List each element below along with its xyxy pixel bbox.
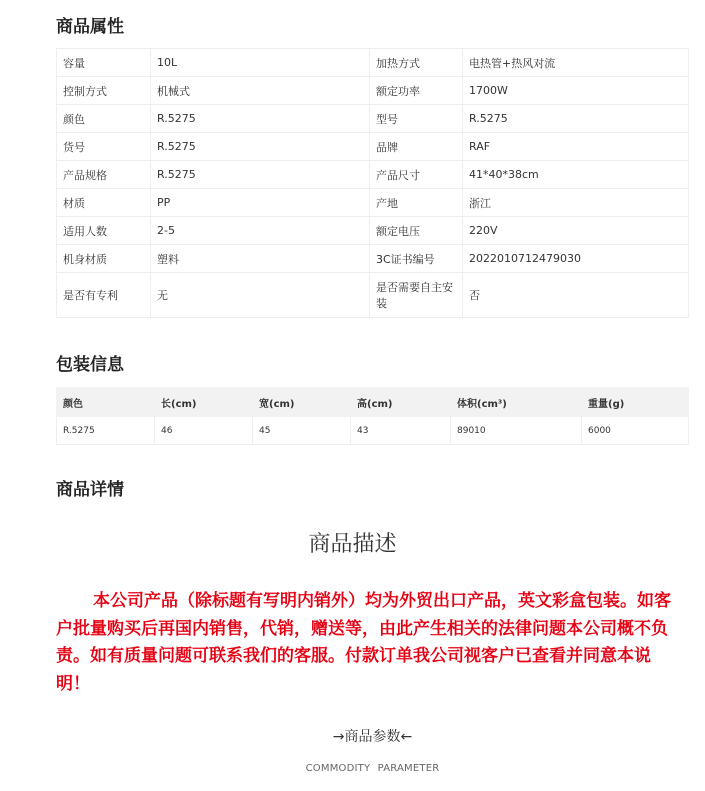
packaging-header-color: 颜色	[57, 388, 155, 417]
table-row	[57, 417, 689, 445]
attribute-key: 是否有专利	[57, 273, 151, 318]
export-notice: 本公司产品（除标题有写明内销外）均为外贸出口产品，英文彩盒包装。如客户批量购买后再国内销售，代销，赠送等，由此产生相关的法律问题本公司概不负责。如有质量问题可联系我们的客服。付款订单我公司视客户已查看并同意本说明！	[56, 591, 671, 694]
packaging-weight-value: 6000	[582, 417, 689, 445]
attribute-value: RAF	[463, 133, 689, 161]
attribute-value: 浙江	[463, 189, 689, 217]
attribute-key: 机身材质	[57, 245, 151, 273]
packaging-header-row	[57, 388, 689, 417]
table-row	[57, 217, 689, 245]
attribute-value: 电热管+热风对流	[463, 49, 689, 77]
table-row	[57, 133, 689, 161]
attribute-key: 控制方式	[57, 77, 151, 105]
packaging-table	[56, 387, 689, 445]
attribute-key: 产品尺寸	[370, 161, 463, 189]
table-row	[57, 245, 689, 273]
attribute-key: 适用人数	[57, 217, 151, 245]
attribute-value: 1700W	[463, 77, 689, 105]
packaging-height-value: 43	[351, 417, 451, 445]
attribute-key: 型号	[370, 105, 463, 133]
packaging-header-length: 长(cm)	[155, 388, 253, 417]
packaging-header-width: 宽(cm)	[253, 388, 351, 417]
details-title: 商品详情	[56, 480, 124, 500]
attribute-value: 否	[463, 273, 689, 318]
packaging-color-value: R.5275	[57, 417, 155, 445]
packaging-title: 包装信息	[56, 355, 124, 375]
attribute-value: 41*40*38cm	[463, 161, 689, 189]
table-row	[57, 273, 689, 318]
attribute-key: 额定功率	[370, 77, 463, 105]
attribute-value: 塑料	[151, 245, 370, 273]
table-row	[57, 77, 689, 105]
attribute-value: 220V	[463, 217, 689, 245]
attribute-key: 颜色	[57, 105, 151, 133]
packaging-header-weight: 重量(g)	[582, 388, 689, 417]
attribute-value: 10L	[151, 49, 370, 77]
attribute-key: 品牌	[370, 133, 463, 161]
attributes-table	[56, 48, 689, 318]
table-row	[57, 49, 689, 77]
attribute-key: 产地	[370, 189, 463, 217]
parameter-subheading: COMMODITY PARAMETER	[305, 763, 440, 774]
attribute-value: R.5275	[151, 105, 370, 133]
attribute-value: 无	[151, 273, 370, 318]
attribute-value: R.5275	[463, 105, 689, 133]
table-row	[57, 105, 689, 133]
attribute-value: 2-5	[151, 217, 370, 245]
description-heading: 商品描述	[308, 532, 397, 557]
table-row	[57, 161, 689, 189]
attribute-key: 材质	[57, 189, 151, 217]
attribute-key: 3C证书编号	[370, 245, 463, 273]
attributes-title: 商品属性	[56, 17, 124, 37]
table-row	[57, 189, 689, 217]
attribute-value: 机械式	[151, 77, 370, 105]
attribute-key: 容量	[57, 49, 151, 77]
parameter-heading: →商品参数←	[332, 729, 413, 745]
attribute-value: 2022010712479030	[463, 245, 689, 273]
attribute-value: R.5275	[151, 161, 370, 189]
packaging-volume-value: 89010	[451, 417, 582, 445]
attribute-key: 加热方式	[370, 49, 463, 77]
packaging-header-volume: 体积(cm³)	[451, 388, 582, 417]
attribute-value: R.5275	[151, 133, 370, 161]
packaging-header-height: 高(cm)	[351, 388, 451, 417]
attribute-key: 产品规格	[57, 161, 151, 189]
packaging-width-value: 45	[253, 417, 351, 445]
attribute-key: 额定电压	[370, 217, 463, 245]
attribute-key: 货号	[57, 133, 151, 161]
attribute-value: PP	[151, 189, 370, 217]
packaging-length-value: 46	[155, 417, 253, 445]
attribute-key: 是否需要自主安装	[370, 273, 463, 318]
